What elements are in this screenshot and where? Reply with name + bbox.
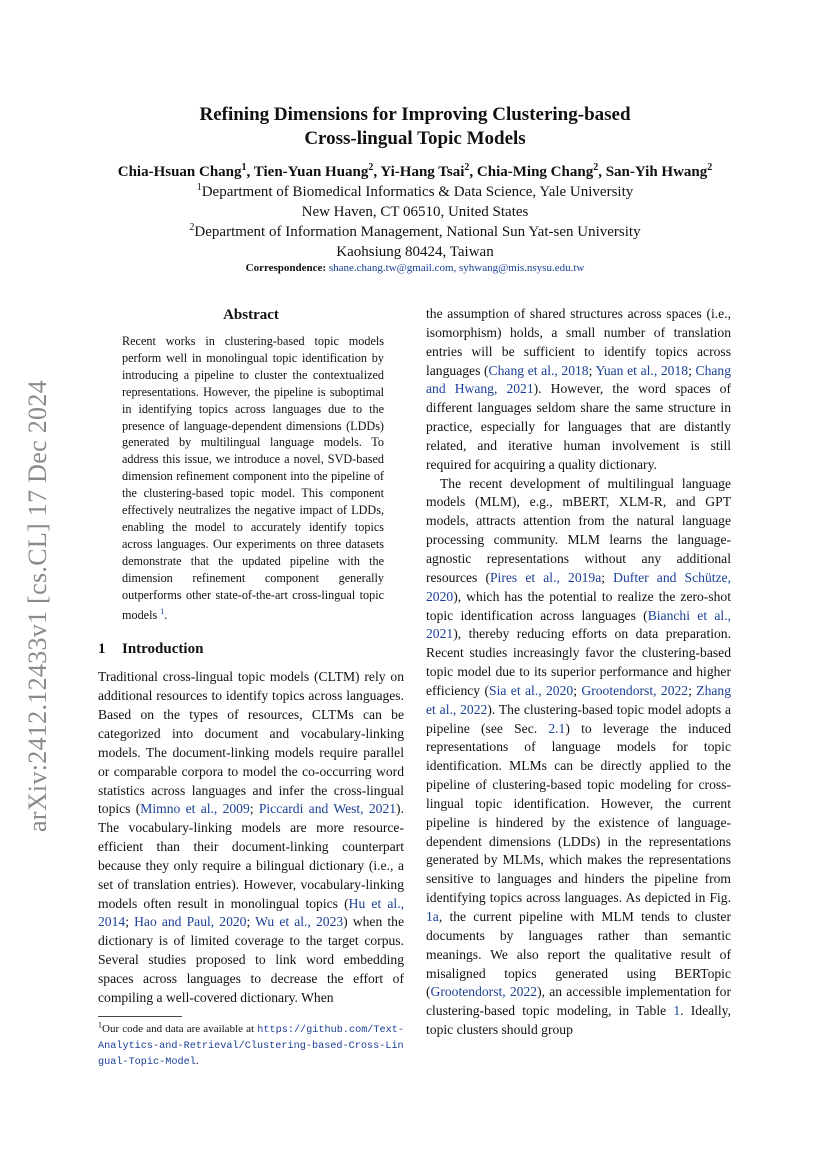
text-run: ; xyxy=(688,362,696,378)
footnote-mark: 1 xyxy=(98,1020,102,1029)
text-run: ). The vocabulary-linking models are more resource-efficient than their document-linking counterpart because they only require a bilingual dictionary (i.e., a set of translation entries). However, vocabulary-linking models often result in monolingual topics ( xyxy=(98,801,404,911)
footnote-divider xyxy=(98,1016,182,1017)
footnote-1 xyxy=(98,1022,404,1070)
citation-link[interactable]: Hao and Paul, 2020 xyxy=(134,914,247,930)
text-run: ) when the dictionary is of limited coverage to the target corpus. Several studies proposed to link word embedding spaces across languages to decrease the effort of compiling a well-covered dictionary. When xyxy=(98,914,404,1005)
text-run: . Ideally, topic clusters should group xyxy=(426,1003,731,1038)
affiliation-1-address: New Haven, CT 06510, United States xyxy=(301,204,529,220)
abstract-heading: Abstract xyxy=(223,307,279,323)
text-run: ), which has the potential to realize the zero-shot topic identification across languages ( xyxy=(426,588,731,623)
author-4-affil: 2 xyxy=(593,162,599,173)
citation-link[interactable]: Dufter and Schütze, 2020 xyxy=(426,569,731,604)
author-1-affil: 1 xyxy=(241,162,247,173)
intro-paragraph-1 xyxy=(98,668,404,1007)
author-2-affil: 2 xyxy=(368,162,374,173)
section-heading-introduction xyxy=(98,639,404,659)
correspondence xyxy=(100,262,730,274)
text-run: ), an accessible implementation for clustering-based topic modeling, in Table xyxy=(426,984,731,1019)
text-run: ; xyxy=(601,569,614,585)
affiliation-2-address: Kaohsiung 80424, Taiwan xyxy=(336,244,494,260)
correspondence-emails[interactable]: shane.chang.tw@gmail.com, syhwang@mis.nsysu.edu.tw xyxy=(328,262,585,274)
table-reference-link[interactable]: 1 xyxy=(673,1003,681,1019)
citation-link[interactable]: Yuan et al., 2018 xyxy=(595,362,689,378)
text-run: ; xyxy=(688,682,697,698)
figure-reference-link[interactable]: 1a xyxy=(426,909,439,924)
author-names: Chia-Hsuan Chang$^1$, Tien-Yuan Huang$^2$, Yi-Hang Tsai$^2$, Chia-Ming Chang$^2$, San-Yih Hwang$^2$ xyxy=(117,162,713,180)
text-run: ; xyxy=(588,362,596,378)
citation-link[interactable]: Piccardi and West, 2021 xyxy=(258,801,397,817)
repository-link[interactable]: https://github.com/Text-Analytics-and-Retrieval/Clustering-based-Cross-Lingual-Topic-Model xyxy=(98,1024,404,1068)
affiliation-2 xyxy=(60,222,770,242)
text-run: ). The clustering-based topic model adopts a pipeline (see Sec. xyxy=(426,701,731,736)
author-3-affil: 2 xyxy=(464,162,470,173)
text-run: , the current pipeline with MLM tends to cluster documents by languages rather than semantic meanings. We also report the qualitative result of misaligned topics generated using BERTopic ( xyxy=(426,909,731,1000)
citation-link[interactable]: Bianchi et al., 2021 xyxy=(426,607,731,642)
arxiv-sidebar xyxy=(16,360,60,852)
affiliation-1-name: Department of Biomedical Informatics & Data Science, Yale University xyxy=(201,184,634,200)
abstract-end: . xyxy=(164,607,168,622)
text-run: Traditional cross-lingual topic models (CLTM) rely on additional resources to identify topics across languages. Based on the types of resources, CLTMs can be categorized into document and vocabulary-linking models. The document-linking models require parallel or comparable corpora to model the co-occurring word statistics across languages and infer the cross-lingual topics ( xyxy=(98,669,404,817)
section-reference-link[interactable]: 2.1 xyxy=(548,720,566,736)
affiliation-2-name: Department of Information Management, National Sun Yat-sen University xyxy=(194,224,641,240)
text-run: ; xyxy=(249,801,259,817)
citation-link[interactable]: Grootendorst, 2022 xyxy=(430,984,538,1000)
abstract-footnote-mark[interactable]: 1 xyxy=(160,606,165,616)
author-block xyxy=(60,162,770,262)
citation-link[interactable]: Mimno et al., 2009 xyxy=(140,801,250,817)
paper-title xyxy=(100,103,730,151)
text-run: ; xyxy=(125,914,135,930)
author-4: Chia-Ming Chang xyxy=(476,164,594,180)
author-2: Tien-Yuan Huang xyxy=(253,164,369,180)
title-line-1: Refining Dimensions for Improving Clustering-based xyxy=(199,104,631,125)
section-title: Introduction xyxy=(122,641,204,658)
text-run: ). However, the word spaces of different languages seldom share the same structure in practice, especially for languages that are distantly related, and iterative human involvement is still required for acquiring a quality dictionary. xyxy=(426,381,731,472)
text-run: ), thereby reducing efforts on data preparation. Recent studies increasingly favor the clustering-based topic model due to its superior performance and higher efficiency ( xyxy=(426,626,731,698)
correspondence-label: Correspondence: xyxy=(245,262,327,274)
citation-link[interactable]: Grootendorst, 2022 xyxy=(581,682,689,698)
abstract-body: Recent works in clustering-based topic models perform well in monolingual topic identification by introducing a pipeline to cluster the contextualized representations. However, the pipeline is suboptimal in identifying topics across languages due to the presence of language-dependent dimensions (LDDs) generated by multilingual language models. To address this issue, we introduce a novel, SVD-based dimension refinement component into the pipeline of the clustering-based topic model. This component effectively neutralizes the negative impact of LDDs, enabling the model to accurately identify topics across languages. Our experiments on three datasets demonstrate that the updated pipeline with the dimension refinement component generally outperforms other state-of-the-art cross-lingual topic models xyxy=(122,334,384,622)
text-run: the assumption of shared structures across spaces (i.e., isomorphism) holds, a small number of translation entries will be sufficient to identify topics across languages ( xyxy=(426,306,731,378)
footnote-text: Our code and data are available at xyxy=(102,1022,258,1035)
left-column xyxy=(98,305,404,1070)
citation-link[interactable]: Chang and Hwang, 2021 xyxy=(426,362,731,397)
text-run: ; xyxy=(246,914,256,930)
affiliation-1 xyxy=(60,182,770,202)
text-run: ) to leverage the induced representations of language models for topic identification. MLMs can be directly applied to the pipeline of clustering-based topic modeling for cross-lingual topic identification. However, the current pipeline is hindered by the existence of language-dependent dimensions (LDDs) in the representations generated by MLMs, which makes the representations sensitive to languages and hinders the pipeline from identifying topics across languages. As depicted in Fig. xyxy=(426,720,731,906)
citation-link[interactable]: Wu et al., 2023 xyxy=(255,914,344,930)
text-run: The recent development of multilingual language models (MLM), e.g., mBERT, XLM-R, and GPT models, attracts attention from the natural language processing community. MLM learns the language-agnostic representations without any additional resources ( xyxy=(426,475,731,585)
author-5: San-Yih Hwang xyxy=(605,164,708,180)
citation-link[interactable]: Sia et al., 2020 xyxy=(489,682,574,698)
footnote-end: . xyxy=(195,1054,199,1067)
author-3: Yi-Hang Tsai xyxy=(380,164,465,180)
arxiv-identifier: arXiv:2412.12433v1 [cs.CL] 17 Dec 2024 xyxy=(23,380,53,832)
citation-link[interactable]: Chang et al., 2018 xyxy=(488,362,589,378)
section-number: 1 xyxy=(98,641,106,658)
citation-link[interactable]: Hu et al., 2014 xyxy=(98,895,404,930)
intro-paragraph-2 xyxy=(426,475,731,1040)
author-5-affil: 2 xyxy=(707,162,713,173)
text-run: ; xyxy=(573,682,582,698)
affiliation-2-mark: 2 xyxy=(189,222,195,233)
intro-paragraph-1-continued xyxy=(426,305,731,475)
author-1: Chia-Hsuan Chang xyxy=(117,164,242,180)
affiliation-1-mark: 1 xyxy=(196,182,202,193)
abstract-text xyxy=(122,333,384,623)
right-column xyxy=(426,305,731,1040)
citation-link[interactable]: Pires et al., 2019a xyxy=(490,569,602,585)
citation-link[interactable]: Zhang et al., 2022 xyxy=(426,682,732,717)
title-line-2: Cross-lingual Topic Models xyxy=(304,128,526,149)
